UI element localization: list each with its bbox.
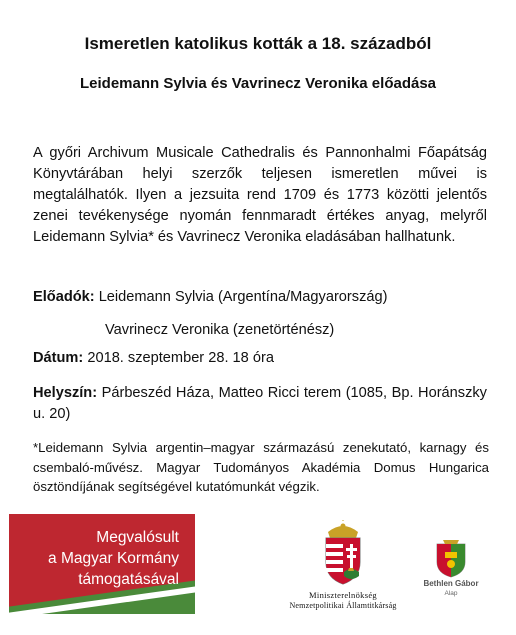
hungarian-coat-of-arms-icon — [320, 520, 366, 586]
document-subtitle: Leidemann Sylvia és Vavrinecz Veronika előadása — [79, 75, 437, 92]
banner-text — [48, 527, 179, 590]
performers-row — [33, 287, 387, 308]
government-support-banner — [9, 514, 195, 614]
banner-line-3: támogatásával — [78, 571, 179, 588]
banner-line-1: Megvalósult — [96, 529, 179, 546]
date-value: 2018. szeptember 28. 18 óra — [87, 350, 274, 366]
banner-line-2: a Magyar Kormány — [48, 550, 179, 567]
ministry-logo — [268, 520, 418, 620]
intro-paragraph: A győri Archivum Musicale Cathedralis és Pannonhalmi Főapátság Könyvtárában helyi szerzők teljesen ismeretlen művei is megtalálhatók. Ilyen a jezsuita rend 1709 és 1773 közötti jelentős zenei tevékenysége nyomán fennmaradt értékes anyag, melyről Leidemann Sylvia* és Vavrinecz Veronika eladásában hallhatunk. — [33, 145, 487, 245]
venue-value: Párbeszéd Háza, Matteo Ricci terem (1085, Bp. Horánszky u. 20) — [33, 385, 487, 422]
bethlen-subtitle: Alap — [444, 590, 458, 597]
ministry-name: Miniszterelnökség — [309, 590, 377, 600]
bethlen-name: Bethlen Gábor — [423, 579, 479, 588]
date-row — [33, 348, 274, 369]
ministry-department: Nemzetpolitikai Államtitkárság — [289, 601, 397, 610]
footnote: *Leidemann Sylvia argentin–magyar származású zenekutató, karnagy és csembaló-művész. Magyar Tudományos Akadémia Domus Hungarica ösztöndíjának segítségével kutatómunkát végzik. — [33, 440, 489, 494]
performer-second: Vavrinecz Veronika (zenetörténész) — [105, 322, 335, 338]
performer-first: Leidemann Sylvia (Argentína/Magyarország) — [98, 289, 388, 305]
venue-row — [33, 383, 487, 425]
performers-label: Előadók: — [33, 289, 95, 305]
document-title: Ismeretlen katolikus kották a 18. századból — [84, 34, 432, 53]
bethlen-gabor-logo — [420, 540, 482, 620]
bethlen-shield-icon — [435, 540, 467, 578]
date-label: Dátum: — [33, 350, 84, 366]
venue-label: Helyszín: — [33, 385, 98, 401]
